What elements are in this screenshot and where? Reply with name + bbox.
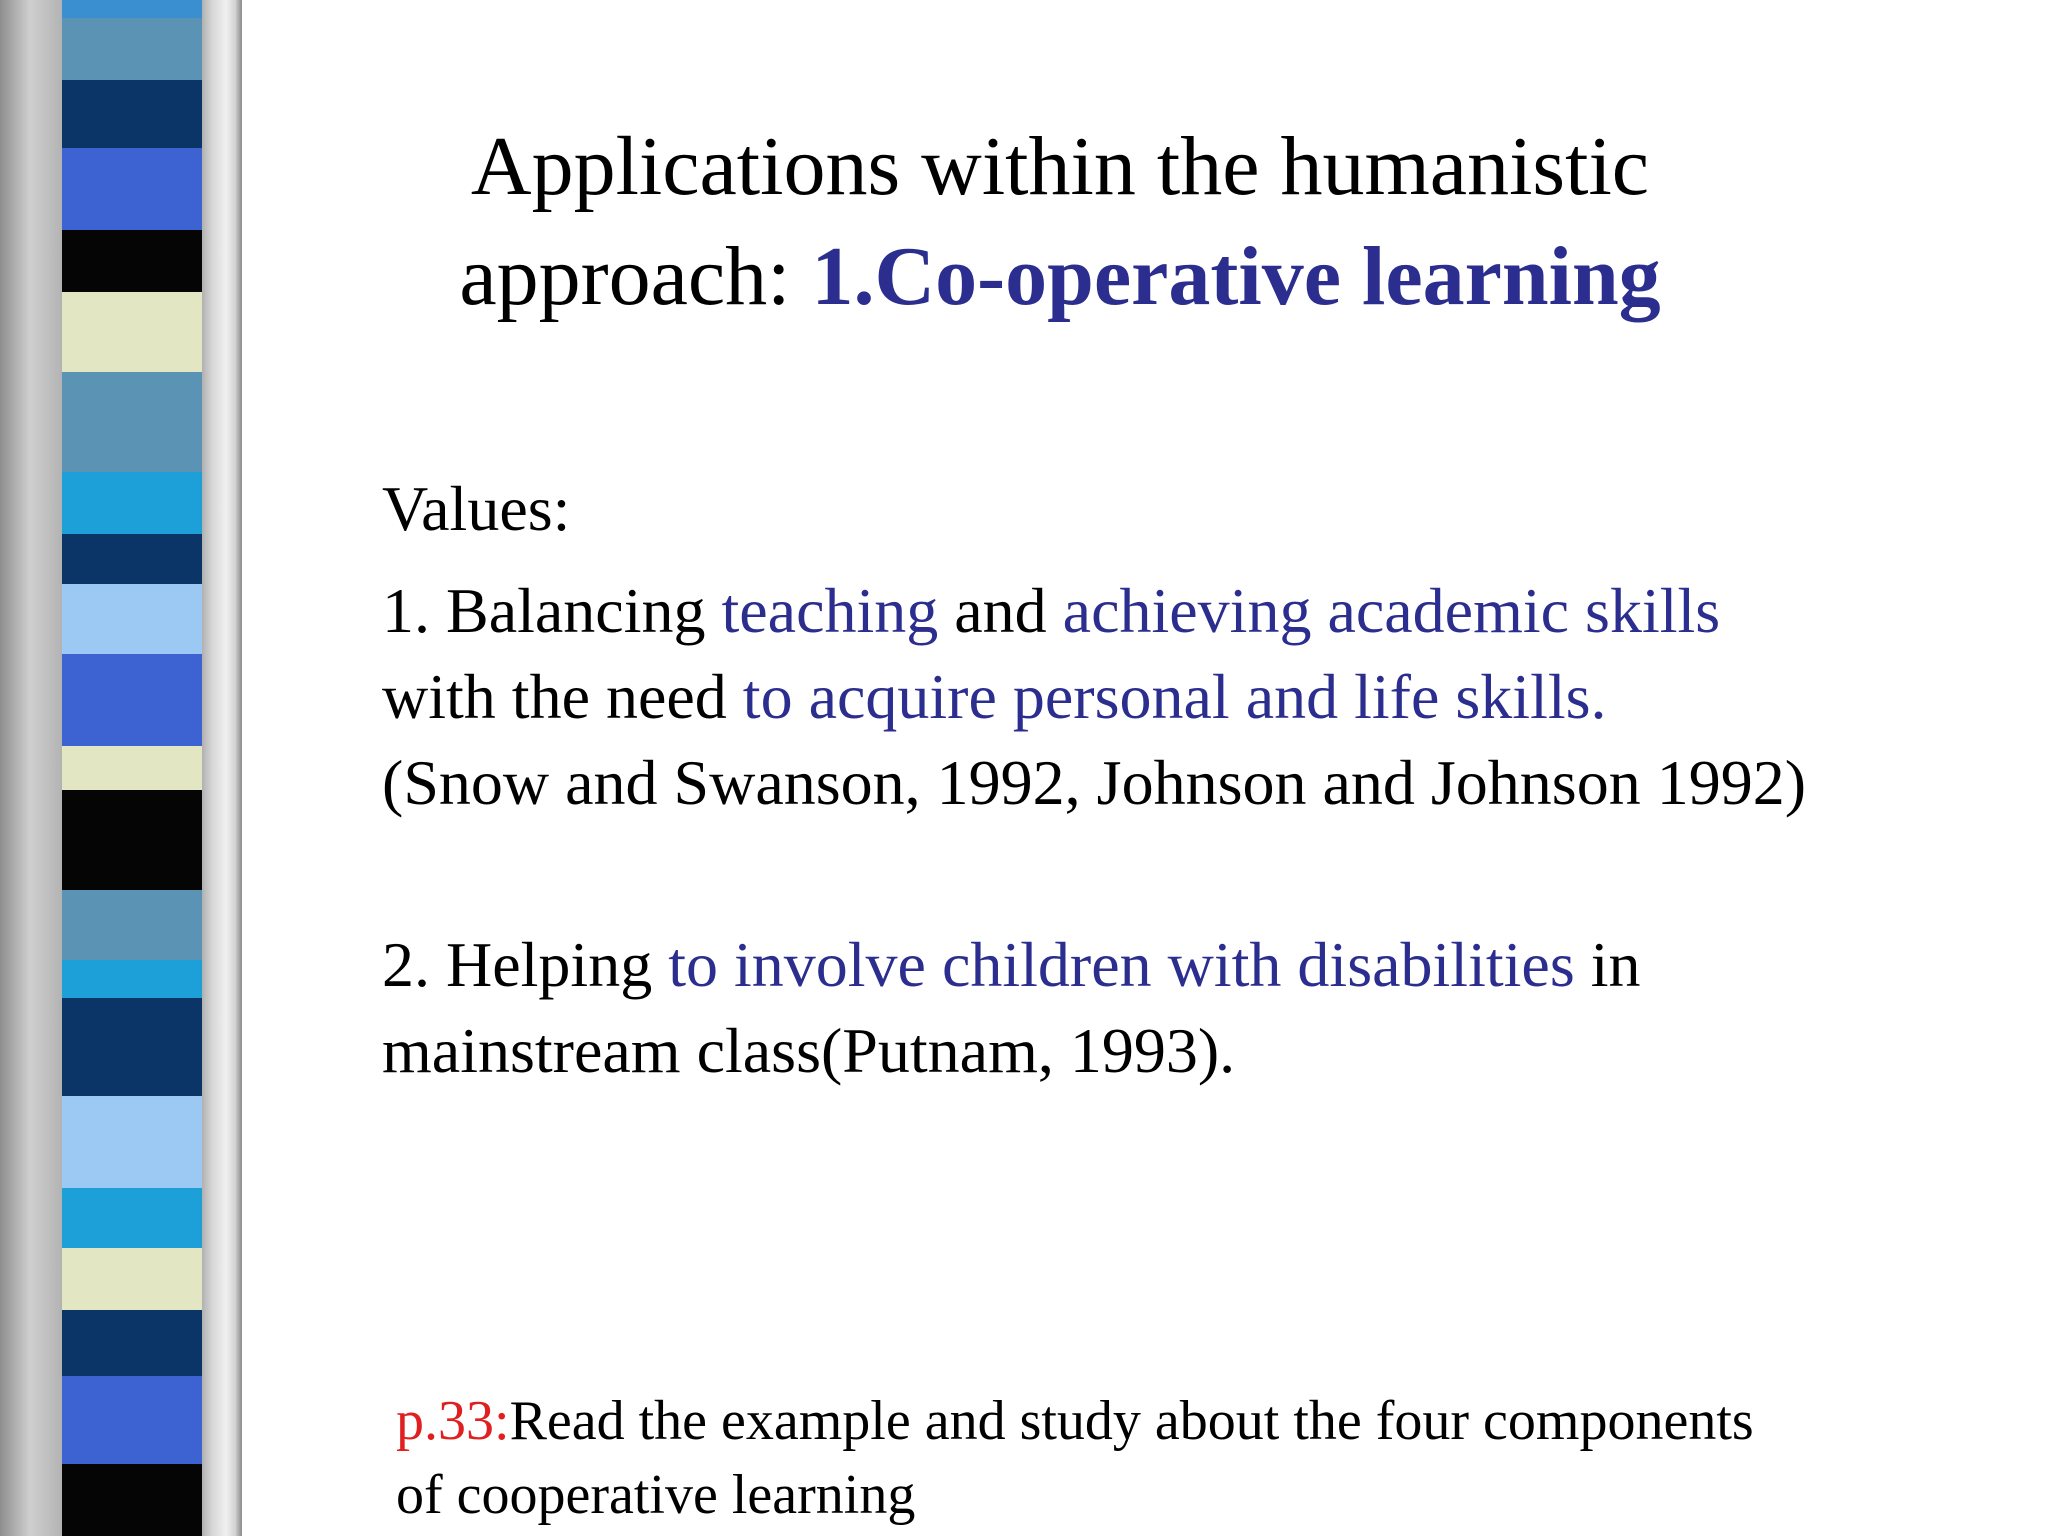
stripe: [62, 1376, 202, 1464]
stripe: [62, 80, 202, 148]
point-1-citation: (Snow and Swanson, 1992, Johnson and Johnson 1992): [382, 747, 1806, 818]
decorative-side-bar: [0, 0, 242, 1536]
stripe-column: [62, 0, 202, 1536]
point-1-highlight: to acquire personal and life skills.: [742, 661, 1607, 732]
stripe: [62, 1464, 202, 1536]
values-label: Values:: [382, 473, 571, 544]
reading-note: [396, 1384, 1796, 1532]
point-1-text: with the need: [382, 661, 743, 732]
stripe: [62, 654, 202, 746]
stripe: [62, 998, 202, 1096]
stripe: [62, 230, 202, 292]
stripe: [62, 0, 202, 18]
stripe: [62, 372, 202, 472]
stripe: [62, 18, 202, 80]
slide-title: [380, 112, 1740, 332]
point-1-highlight: achieving academic skills: [1062, 575, 1721, 646]
point-2-highlight: to involve children with disabilities: [668, 929, 1575, 1000]
stripe: [62, 1096, 202, 1188]
point-2-text: 2. Helping: [382, 929, 669, 1000]
stripe: [62, 534, 202, 584]
point-1-text: 1. Balancing: [382, 575, 722, 646]
point-1: [382, 568, 1942, 826]
point-2: [382, 922, 1942, 1094]
title-prefix: approach:: [459, 230, 812, 323]
stripe: [62, 584, 202, 654]
title-line-1: Applications within the humanistic: [470, 120, 1650, 213]
stripe: [62, 960, 202, 998]
stripe: [62, 148, 202, 230]
page-reference: p.33:: [396, 1390, 510, 1452]
title-highlight: 1.Co-operative learning: [811, 230, 1661, 323]
bar-edge: [236, 0, 242, 1536]
point-1-text: and: [938, 575, 1063, 646]
title-line-2: [380, 222, 1740, 332]
note-text: Read the example and study about the four components of cooperative learning: [396, 1390, 1754, 1526]
point-1-highlight: teaching: [721, 575, 939, 646]
stripe: [62, 790, 202, 890]
point-2-text: in mainstream class(Putnam, 1993).: [382, 929, 1641, 1086]
stripe: [62, 472, 202, 534]
stripe: [62, 890, 202, 960]
slide-body: [382, 466, 1942, 1094]
stripe: [62, 292, 202, 372]
stripe: [62, 1188, 202, 1248]
stripe: [62, 1310, 202, 1376]
stripe: [62, 746, 202, 790]
stripe: [62, 1248, 202, 1310]
